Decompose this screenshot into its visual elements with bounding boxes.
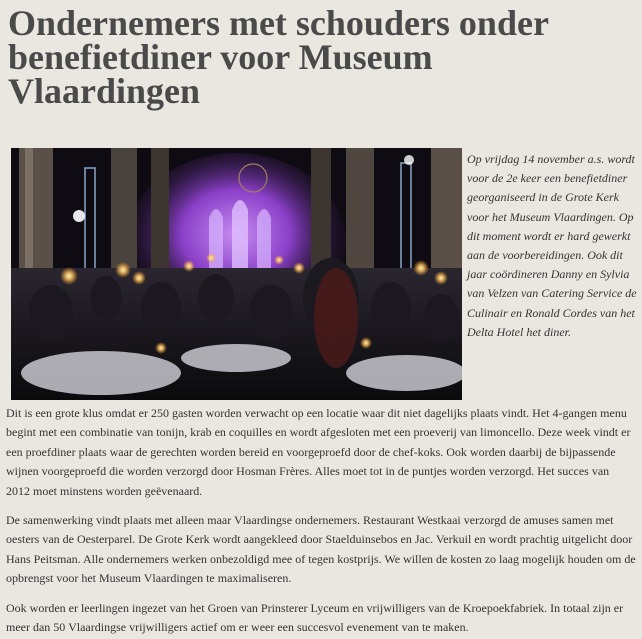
article-paragraph: De samenwerking vindt plaats met alleen maar Vlaardingse ondernemers. Restaurant Westkaai verzorgd de amuses samen met oesters van de Oesterparel. De Grote Kerk wordt aangekleed door Staelduinsebos en Jac. Verkuil en wordt prachtig uitgelicht door Hans Peitsman. Alle ondernemers werken onbezoldigd mee of tegen kostprijs. We willen de kosten zo laag mogelijk houden om de opbrengst voor het Museum Vlaardingen te maximaliseren.: [6, 513, 636, 586]
article-title: Ondernemers met schouders onder benefietdiner voor Museum Vlaardingen: [8, 3, 549, 111]
article-paragraph: Ook worden er leerlingen ingezet van het Groen van Prinsterer Lyceum en vrijwilligers van de Kroepoekfabriek. In totaal zijn er meer dan 50 Vlaardingse vrijwilligers actief om er weer een succesvol evenement van te maken.: [6, 600, 624, 635]
church-dinner-photo: [11, 148, 462, 400]
article-paragraph: Dit is een grote klus omdat er 250 gasten worden verwacht op een locatie waar dit niet dagelijks plaats vindt. Het 4-gangen menu begint met een combinatie van tonijn, krab en coquilles en wordt afgesloten met een proeverij van limoncello. Deze week vindt er een proefdiner plaats waar de gerechten worden bereid en voorgeproefd door de chef-koks. Ook worden daarbij de bijpassende wijnen voorgeproefd die worden verzorgd door Hosman Frères. Alles moet tot in de puntjes worden verzorgd. Het succes van 2012 moet minstens worden geëvenaard.: [6, 406, 631, 498]
photo-caption: Op vrijdag 14 november a.s. wordt voor de 2e keer een benefietdiner georganiseerd in de Grote Kerk voor het Museum Vlaardingen. Op dit moment wordt er hard gewerkt aan de voorbereidingen. Ook dit jaar coördineren Danny en Sylvia van Velzen van Catering Service de Culinair en Ronald Cordes van het Delta Hotel het diner.: [467, 152, 637, 339]
church-dinner-photo-graphic: [11, 148, 462, 400]
article-body: [6, 404, 636, 639]
